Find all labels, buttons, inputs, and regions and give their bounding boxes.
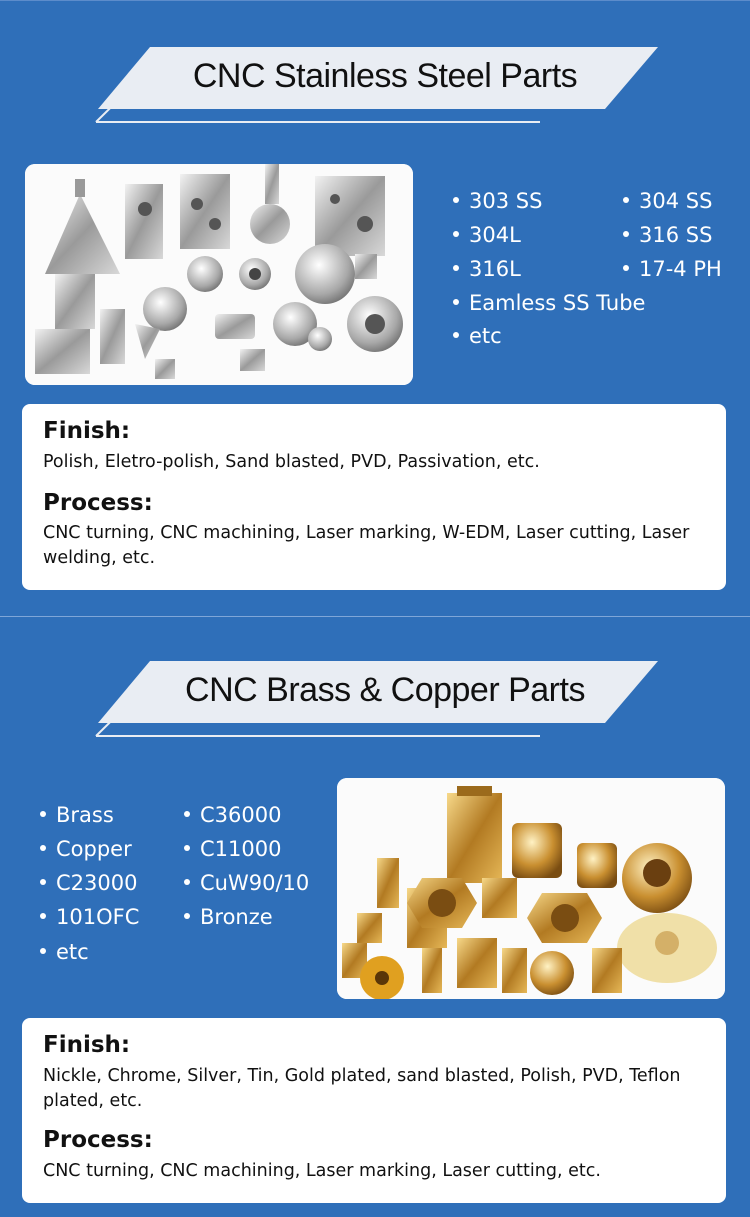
brass-title-banner	[0, 661, 750, 751]
brass-title: CNC Brass & Copper Parts	[185, 671, 585, 709]
stainless-steel-parts-photo	[25, 164, 413, 385]
process-text: CNC turning, CNC machining, Laser marking, W-EDM, Laser cutting, Laser welding, etc.	[43, 523, 690, 568]
bullet-icon	[623, 197, 629, 203]
bullet-icon	[40, 948, 46, 954]
brass-copper-parts-photo	[337, 778, 725, 999]
process-heading: Process:	[43, 1127, 153, 1153]
list-item: 303 SS	[453, 189, 542, 213]
list-item: C23000	[40, 871, 137, 895]
list-item: 304L	[453, 223, 521, 247]
list-item: 17-4 PH	[623, 257, 722, 281]
bullet-icon	[40, 811, 46, 817]
bullet-icon	[453, 231, 459, 237]
brass-info-card	[22, 1018, 726, 1203]
brass-section	[0, 616, 750, 1217]
bullet-icon	[40, 879, 46, 885]
process-text: CNC turning, CNC machining, Laser marking, Laser cutting, etc.	[43, 1161, 601, 1181]
finish-heading: Finish:	[43, 1032, 131, 1058]
stainless-title-banner	[0, 47, 750, 137]
list-item: 101OFC	[40, 905, 139, 929]
list-item: Brass	[40, 803, 114, 827]
list-item: C11000	[184, 837, 281, 861]
list-item: Copper	[40, 837, 132, 861]
list-item: etc	[453, 324, 502, 348]
list-item: 316 SS	[623, 223, 712, 247]
bullet-icon	[453, 197, 459, 203]
bullet-icon	[623, 265, 629, 271]
stainless-info-card	[22, 404, 726, 590]
list-item: Bronze	[184, 905, 273, 929]
bullet-icon	[453, 299, 459, 305]
finish-text: Polish, Eletro-polish, Sand blasted, PVD, Passivation, etc.	[43, 452, 540, 472]
stainless-title: CNC Stainless Steel Parts	[192, 57, 578, 95]
bullet-icon	[623, 231, 629, 237]
bullet-icon	[40, 913, 46, 919]
bullet-icon	[184, 879, 190, 885]
bullet-icon	[40, 845, 46, 851]
finish-heading: Finish:	[43, 418, 131, 444]
list-item: 304 SS	[623, 189, 712, 213]
list-item: CuW90/10	[184, 871, 309, 895]
list-item: 316L	[453, 257, 521, 281]
finish-text: Nickle, Chrome, Silver, Tin, Gold plated, sand blasted, Polish, PVD, Teflon plated, etc.	[43, 1066, 681, 1111]
list-item: Eamless SS Tube	[453, 291, 645, 315]
bullet-icon	[453, 332, 459, 338]
bullet-icon	[184, 913, 190, 919]
bullet-icon	[184, 845, 190, 851]
list-item: C36000	[184, 803, 281, 827]
bullet-icon	[453, 265, 459, 271]
list-item: etc	[40, 940, 89, 964]
bullet-icon	[184, 811, 190, 817]
process-heading: Process:	[43, 490, 153, 516]
